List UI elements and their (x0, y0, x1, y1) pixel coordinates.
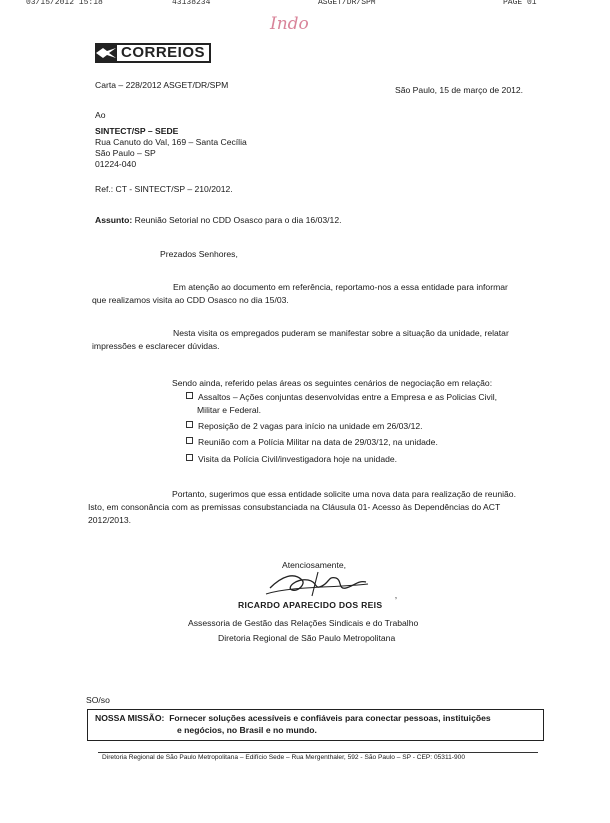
para4-line1: Portanto, sugerimos que essa entidade solicite uma nova data para realização de reunião. (172, 489, 516, 499)
document-ref: Ref.: CT - SINTECT/SP – 210/2012. (95, 184, 233, 194)
mission-label: NOSSA MISSÃO: (95, 713, 165, 723)
recipient-address-2: São Paulo – SP (95, 148, 156, 158)
subject-text: Reunião Setorial no CDD Osasco para o dia 16/03/12. (132, 215, 342, 225)
greeting: Prezados Senhores, (160, 249, 238, 259)
fax-datetime: 03/15/2012 15:18 (26, 0, 103, 7)
para2-line1: Nesta visita os empregados puderam se manifestar sobre a situação da unidade, relatar (173, 328, 509, 338)
footer-address: Diretoria Regional de São Paulo Metropolitana – Edifício Sede – Rua Mergenthaler, 592 - São Paulo – SP - CEP: 05311-900 (102, 754, 466, 761)
mission-text-1: Fornecer soluções acessíveis e confiáveis para conectar pessoas, instituições (169, 713, 491, 723)
para3-intro: Sendo ainda, referido pelas áreas os seguintes cenários de negociação em relação: (172, 378, 493, 388)
list-item: Assaltos – Ações conjuntas desenvolvidas entre a Empresa e as Policias Civil, (186, 392, 497, 403)
list-item: Visita da Polícia Civil/investigadora hoje na unidade. (186, 454, 397, 465)
correios-bird-icon (95, 43, 117, 63)
checkbox-bullet-icon (186, 392, 193, 399)
para2-line2: impressões e esclarecer dúvidas. (92, 341, 220, 351)
list-item: Reunião com a Polícia Militar na data de 29/03/12, na unidade. (186, 437, 438, 448)
para4-line3: 2012/2013. (88, 515, 132, 525)
checkbox-bullet-icon (186, 454, 193, 461)
logo-text: CORREIOS (117, 43, 211, 63)
tick-mark: ʼ (395, 596, 397, 606)
signer-name: RICARDO APARECIDO DOS REIS (238, 600, 383, 610)
letter-reference: Carta – 228/2012 ASGET/DR/SPM (95, 80, 229, 90)
subject-label: Assunto: (95, 215, 133, 225)
checkbox-bullet-icon (186, 437, 193, 444)
initials: SO/so (86, 695, 110, 705)
closing: Atenciosamente, (282, 560, 347, 570)
footer-divider (98, 752, 538, 753)
to-label: Ao (95, 110, 106, 120)
recipient-name: SINTECT/SP – SEDE (95, 126, 179, 136)
fax-dept: ASGET/DR/SPM (318, 0, 376, 7)
recipient-address-1: Rua Canuto do Val, 169 – Santa Cecília (95, 137, 247, 147)
correios-logo (95, 41, 206, 65)
para4-line2: Isto, em consonância com as premissas consubstanciada na Cláusula 01- Acesso às Dependências do ACT (88, 502, 501, 512)
para1-line1: Em atenção ao documento em referência, reportamo-nos a essa entidade para informar (173, 282, 508, 292)
mission-text-2: e negócios, no Brasil e no mundo. (177, 725, 317, 735)
fax-page: PAGE 01 (503, 0, 537, 7)
handwritten-stamp: Indo (270, 14, 309, 34)
recipient-zip: 01224-040 (95, 159, 137, 169)
subject-line (95, 215, 342, 226)
mission-line1 (95, 713, 491, 724)
para1-line2: que realizamos visita ao CDD Osasco no dia 15/03. (92, 295, 289, 305)
signer-dept: Diretoria Regional de São Paulo Metropolitana (218, 633, 396, 643)
list-item-continuation: Militar e Federal. (197, 405, 261, 415)
fax-number: 43138234 (172, 0, 211, 7)
signer-role: Assessoria de Gestão das Relações Sindicais e do Trabalho (188, 618, 419, 628)
letter-date: São Paulo, 15 de março de 2012. (395, 85, 524, 95)
checkbox-bullet-icon (186, 421, 193, 428)
list-item: Reposição de 2 vagas para início na unidade em 26/03/12. (186, 421, 423, 432)
